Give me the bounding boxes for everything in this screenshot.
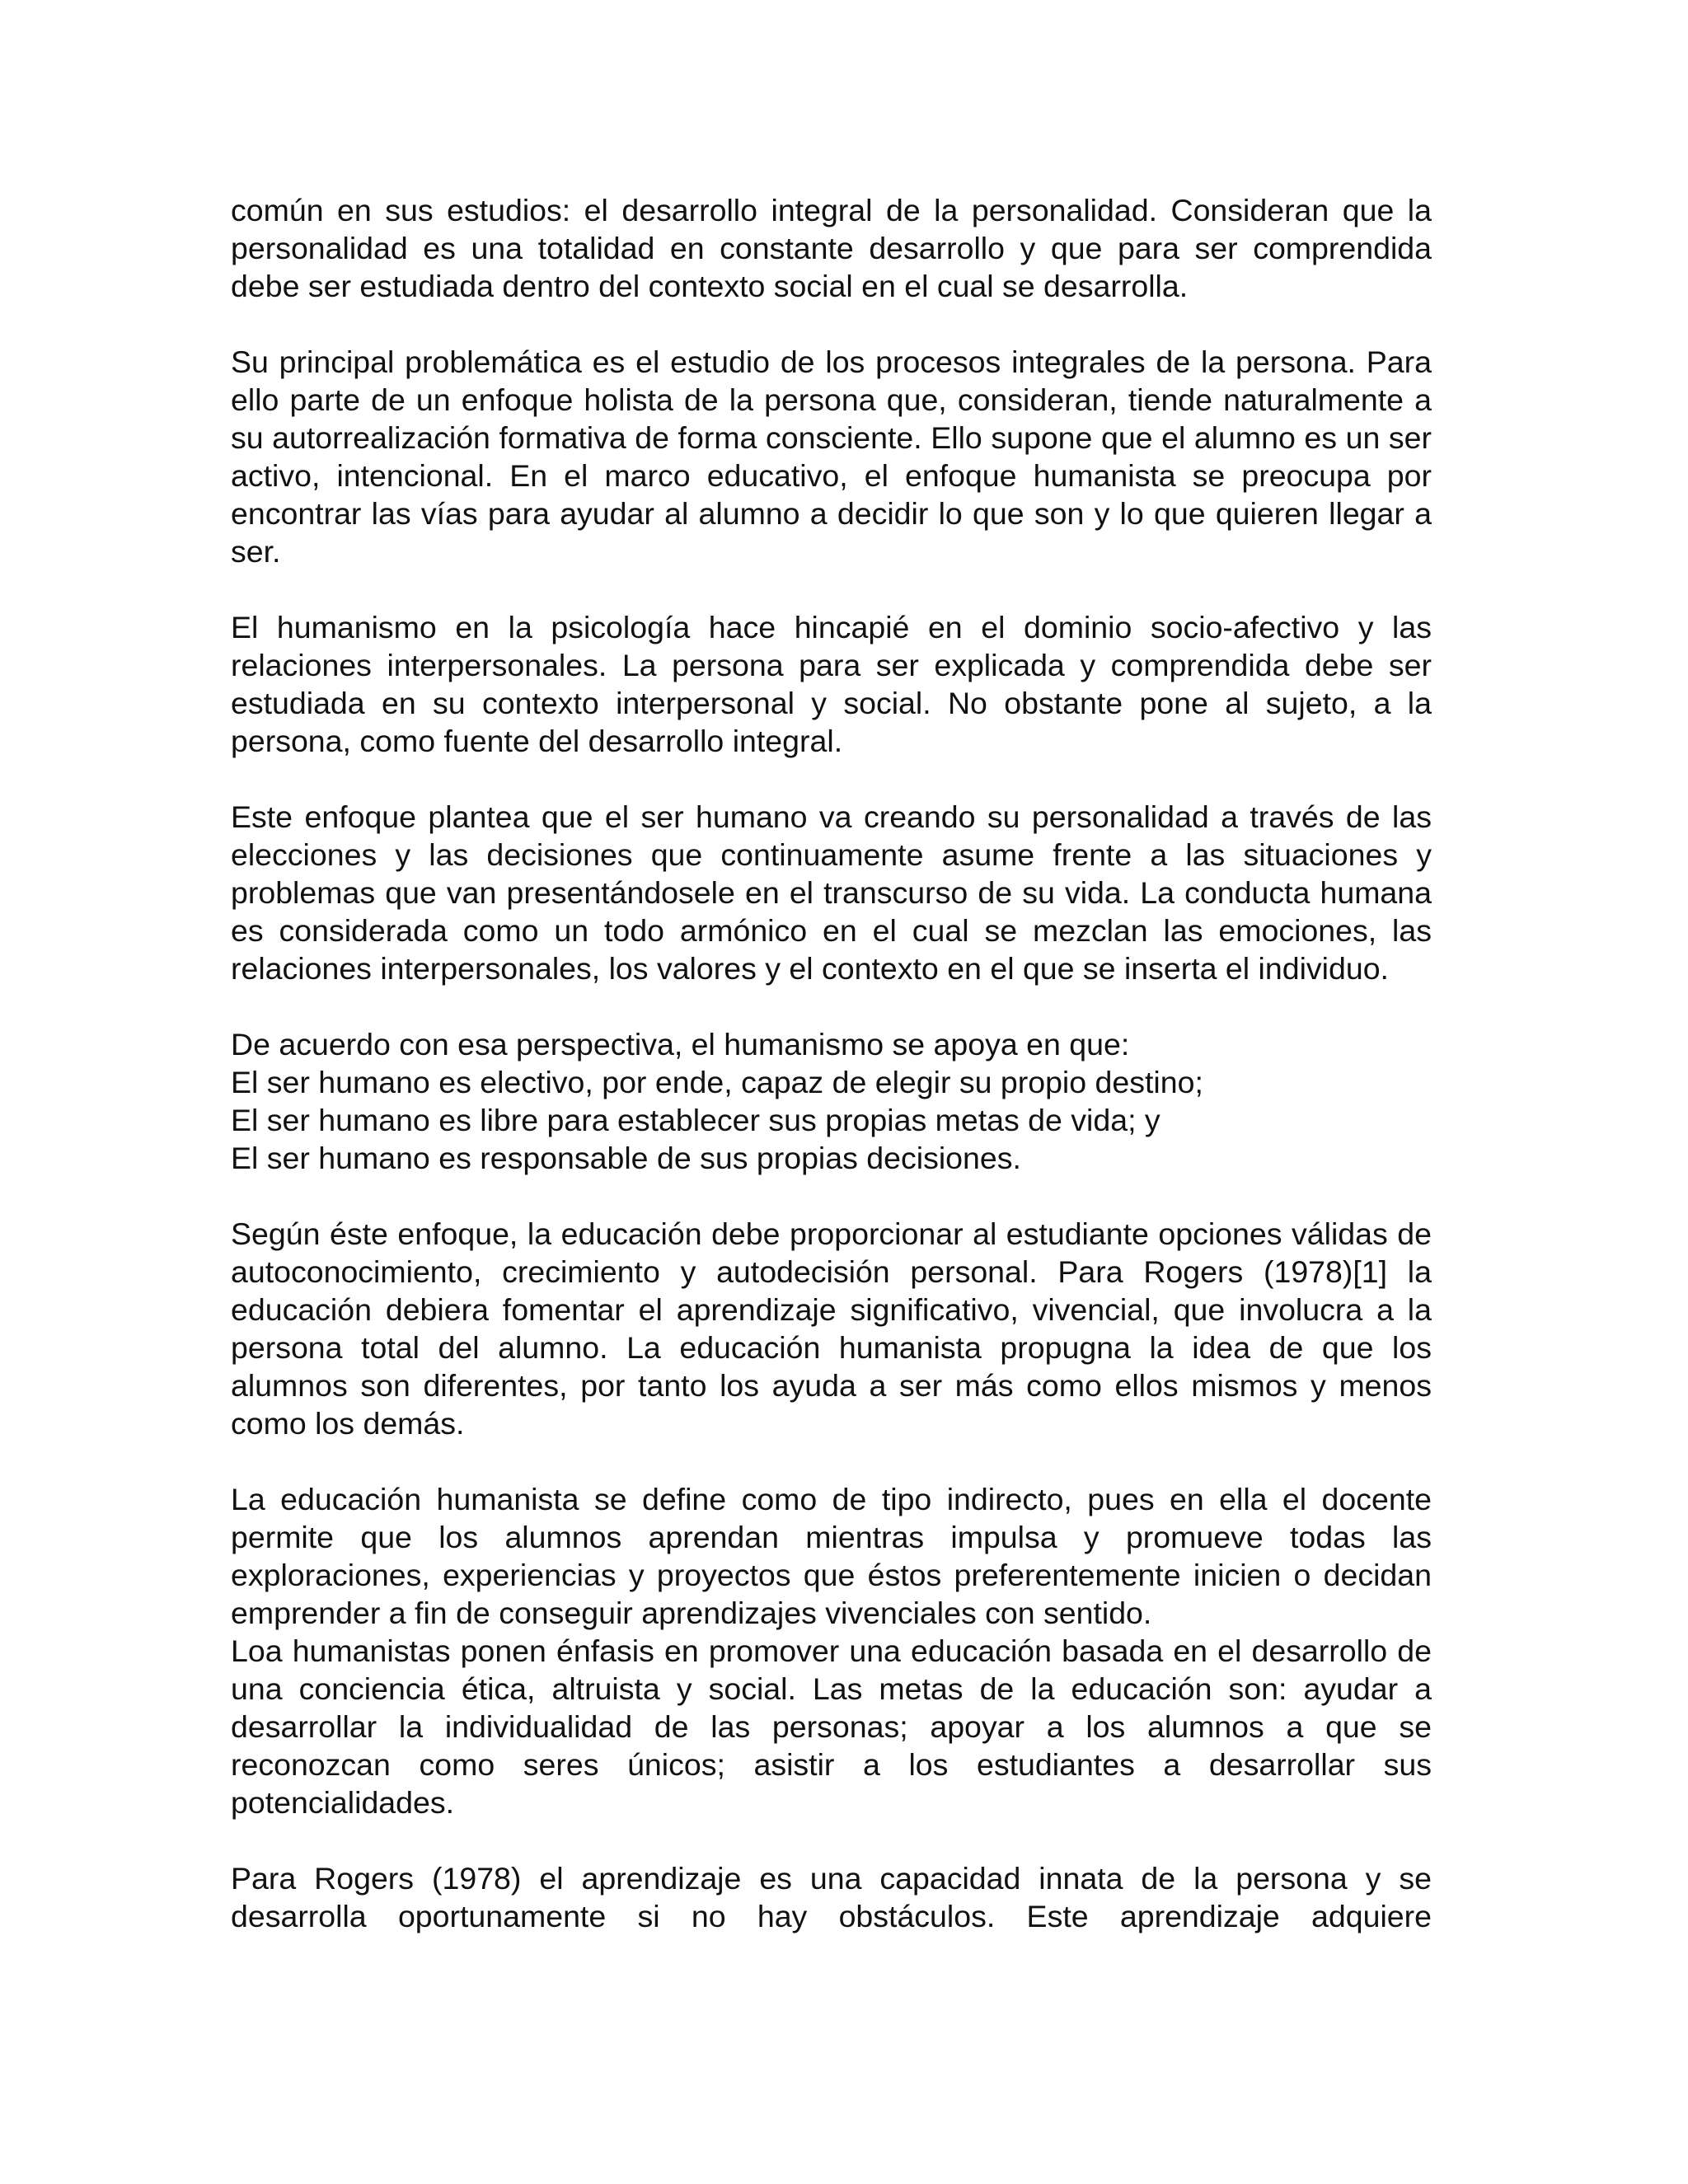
paragraph-humanismo-psicologia: El humanismo en la psicología hace hincapié en el dominio socio-afectivo y las relaciones interpersonales. La persona para ser explicada y comprendida debe ser estudiada en su contexto interpersonal y social. No obstante pone al sujeto, a la persona, como fuente del desarrollo integral. <box>231 610 1432 758</box>
paragraph-loa-humanistas: Loa humanistas ponen énfasis en promover una educación basada en el desarrollo de una conciencia ética, altruista y social. Las metas de la educación son: ayudar a desarrollar la individualidad de las personas; apoyar a los alumnos a que se reconozcan como seres únicos; asistir a los estudiantes a desarrollar sus potencialidades. <box>231 1633 1432 1820</box>
list-item-libre: El ser humano es libre para establecer sus propias metas de vida; y <box>231 1103 1160 1137</box>
document-page <box>231 191 1432 1935</box>
list-item-electivo: El ser humano es electivo, por ende, capaz de elegir su propio destino; <box>231 1065 1203 1099</box>
paragraph-educacion-humanista: La educación humanista se define como de tipo indirecto, pues en ella el docente permite que los alumnos aprendan mientras impulsa y promueve todas las exploraciones, experiencias y proyectos que éstos preferentemente inicien o decidan emprender a fin de conseguir aprendizajes vivenciales con sentido. <box>231 1482 1432 1630</box>
paragraph-enfoque-plantea: Este enfoque plantea que el ser humano va creando su personalidad a través de las elecciones y las decisiones que continuamente asume frente a las situaciones y problemas que van presentándosele en el transcurso de su vida. La conducta humana es considerada como un todo armónico en el cual se mezclan las emociones, las relaciones interpersonales, los valores y el contexto en el que se inserta el individuo. <box>231 799 1432 986</box>
paragraph-segun-enfoque: Según éste enfoque, la educación debe proporcionar al estudiante opciones válidas de autoconocimiento, crecimiento y autodecisión personal. Para Rogers (1978)[1] la educación debiera fomentar el aprendizaje significativo, vivencial, que involucra a la persona total del alumno. La educación humanista propugna la idea de que los alumnos son diferentes, por tanto los ayuda a ser más como ellos mismos y menos como los demás. <box>231 1216 1432 1441</box>
paragraph-rogers-aprendizaje: Para Rogers (1978) el aprendizaje es una capacidad innata de la persona y se desarrolla oportunamente si no hay obstáculos. Este aprendizaje adquiere <box>231 1861 1432 1933</box>
list-intro: De acuerdo con esa perspectiva, el humanismo se apoya en que: <box>231 1027 1130 1062</box>
paragraph-problematica: Su principal problemática es el estudio de los procesos integrales de la persona. Para ello parte de un enfoque holista de la persona que, consideran, tiende naturalmente a su autorrealización formativa de forma consciente. Ello supone que el alumno es un ser activo, intencional. En el marco educativo, el enfoque humanista se preocupa por encontrar las vías para ayudar al alumno a decidir lo que son y lo que quieren llegar a ser. <box>231 344 1432 569</box>
paragraph-personalidad: común en sus estudios: el desarrollo integral de la personalidad. Consideran que la personalidad es una totalidad en constante desarrollo y que para ser comprendida debe ser estudiada dentro del contexto social en el cual se desarrolla. <box>231 193 1432 303</box>
list-item-responsable: El ser humano es responsable de sus propias decisiones. <box>231 1141 1021 1175</box>
